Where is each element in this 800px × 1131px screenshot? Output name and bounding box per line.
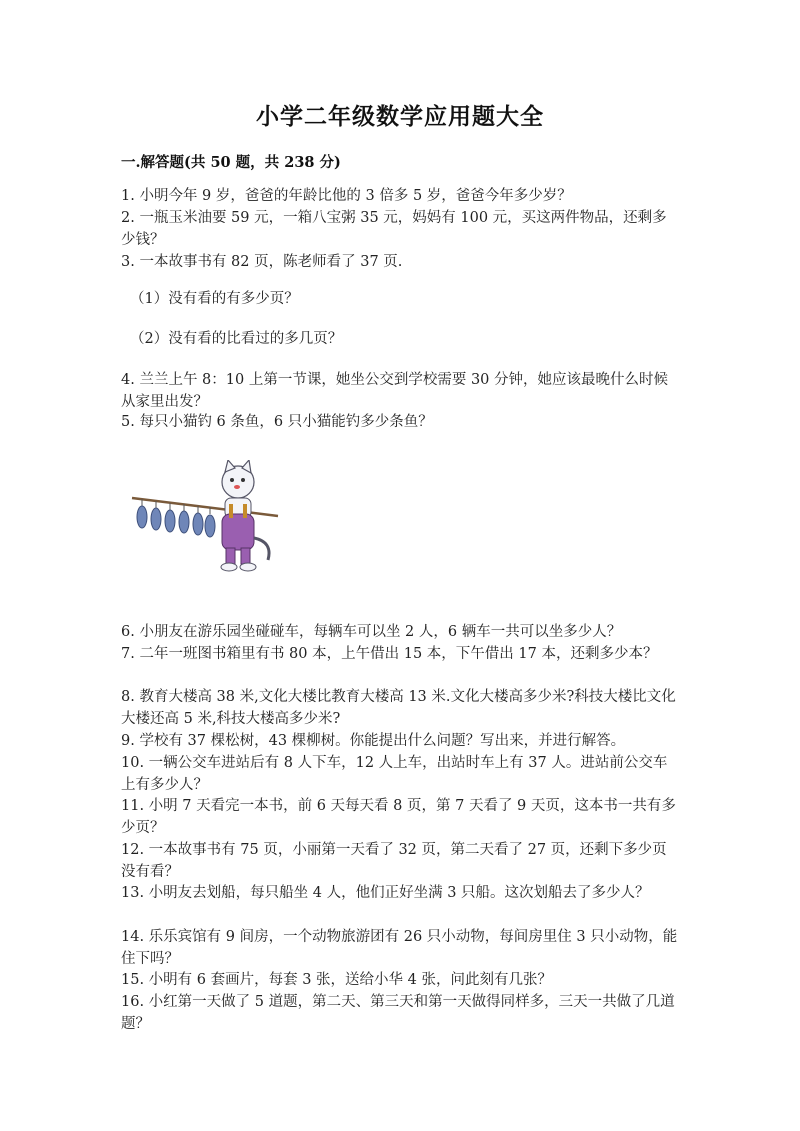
question-5: 5. 每只小猫钓 6 条鱼，6 只小猫能钓多少条鱼？ [121, 414, 433, 430]
question-3-part-1: （1）没有看的有多少页？ [130, 291, 299, 307]
question-10: 10. 一辆公交车进站后有 8 人下车，12 人上车，出站时车上有 37 人。进站前公交车上有多少人？ [121, 755, 668, 793]
question-1: 1. 小明今年 9 岁，爸爸的年龄比他的 3 倍多 5 岁，爸爸今年多少岁？ [121, 188, 572, 204]
question-9: 9. 学校有 37 棵松树，43 棵柳树。你能提出什么问题？写出来，并进行解答。 [121, 733, 626, 749]
question-3: 3. 一本故事书有 82 页，陈老师看了 37 页. [121, 254, 403, 270]
question-7: 7. 二年一班图书箱里有书 80 本，上午借出 15 本，下午借出 17 本，还剩多少本？ [121, 646, 658, 662]
question-11: 11. 小明 7 天看完一本书，前 6 天每天看 8 页，第 7 天看了 9 天页，这本书一共有多少页？ [121, 798, 676, 836]
question-13: 13. 小明友去划船，每只船坐 4 人，他们正好坐满 3 只船。这次划船去了多少人？ [121, 885, 650, 901]
section-heading: 一.解答题(共 50 题，共 238 分) [121, 154, 341, 171]
question-4: 4. 兰兰上午 8：10 上第一节课，她坐公交到学校需要 30 分钟，她应该最晚什么时候从家里出发？ [121, 372, 669, 410]
question-16: 16. 小红第一天做了 5 道题，第二天、第三天和第一天做得同样多，三天一共做了几道题？ [121, 994, 675, 1032]
question-6: 6. 小朋友在游乐园坐碰碰车，每辆车可以坐 2 人，6 辆车一共可以坐多少人？ [121, 624, 622, 640]
question-14: 14. 乐乐宾馆有 9 间房，一个动物旅游团有 26 只小动物，每间房里住 3 只小动物，能住下吗？ [121, 929, 678, 967]
question-12: 12. 一本故事书有 75 页，小丽第一天看了 32 页，第二天看了 27 页，还剩下多少页没有看？ [121, 842, 667, 880]
question-3-part-2: （2）没有看的比看过的多几页？ [130, 331, 343, 347]
question-8: 8. 教育大楼高 38 米,文化大楼比教育大楼高 13 米.文化大楼高多少米?科技大楼比文化大楼还高 5 米,科技大楼高多少米? [121, 689, 676, 727]
cat-carrying-fish-icon [128, 460, 288, 580]
question-15: 15. 小明有 6 套画片，每套 3 张，送给小华 4 张，问此刻有几张？ [121, 972, 552, 988]
question-2: 2. 一瓶玉米油要 59 元，一箱八宝粥 35 元，妈妈有 100 元，买这两件物品，还剩多少钱？ [121, 210, 667, 248]
page-title: 小学二年级数学应用题大全 [256, 103, 544, 130]
